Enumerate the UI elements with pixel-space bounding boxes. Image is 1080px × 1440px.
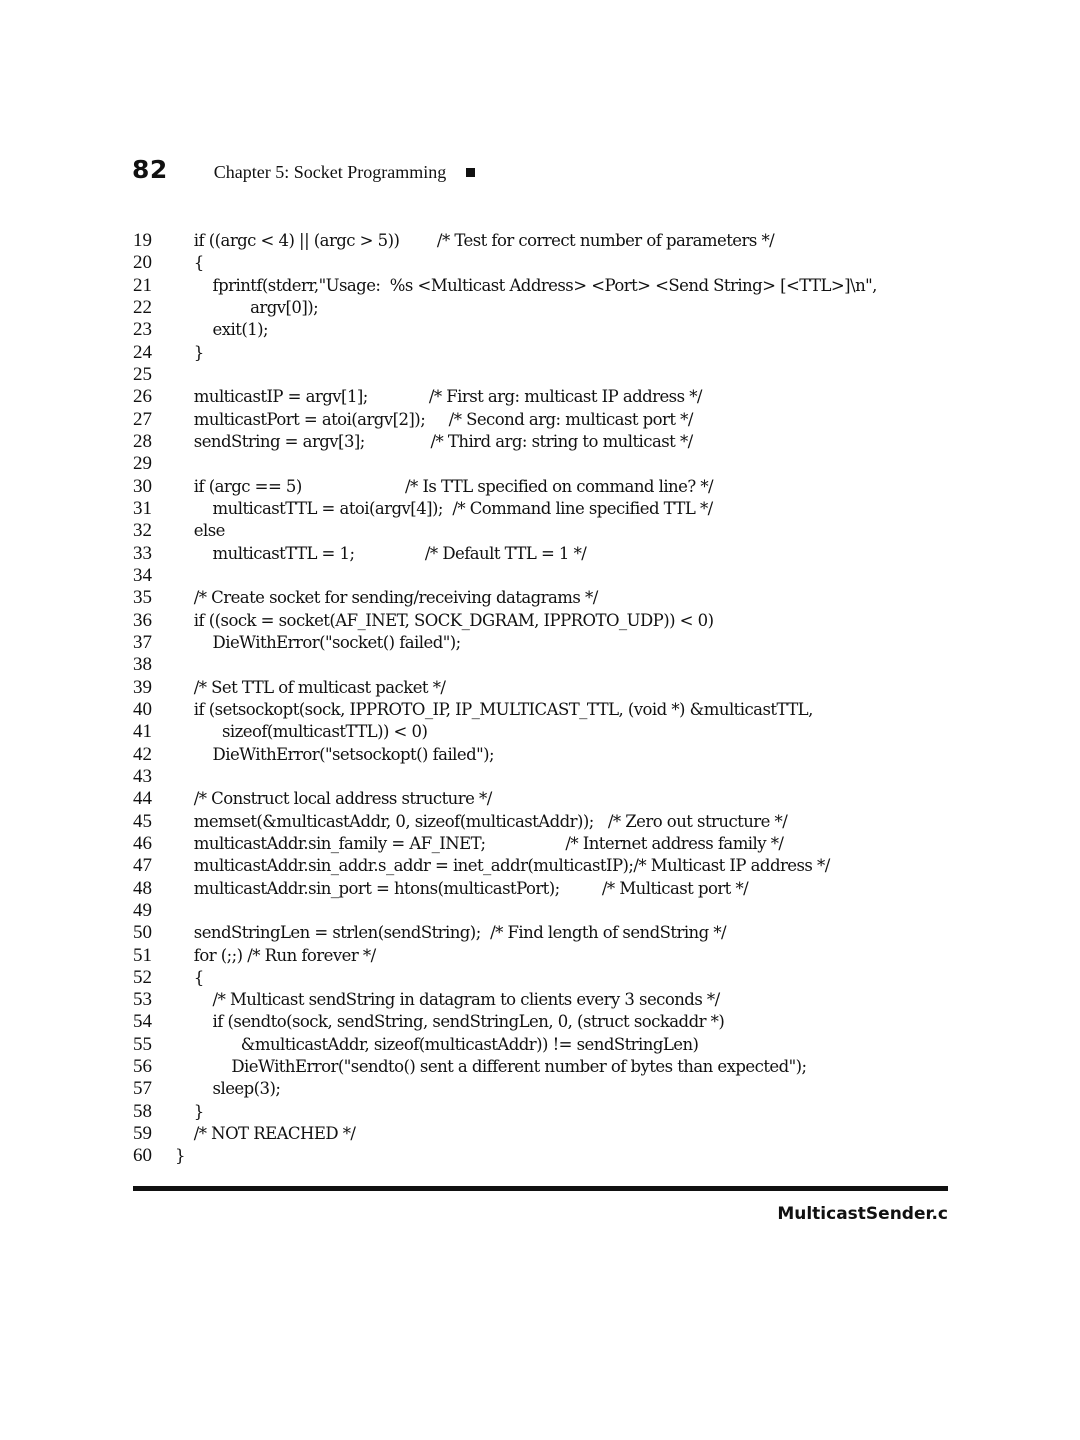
line-number: 24 [133,341,152,363]
line-number: 47 [133,855,152,877]
line-number: 35 [133,587,152,609]
line-number: 25 [133,363,152,385]
code-line [0,252,1080,274]
code-line [0,744,1080,766]
code-text: sendStringLen = strlen(sendString); /* Find length of sendString */ [175,923,727,943]
code-text: fprintf(stderr,"Usage: %s <Multicast Address> <Port> <Send String> [<TTL>]\n", [175,275,877,295]
code-text: exit(1); [175,320,269,340]
line-number: 41 [133,721,152,743]
line-number: 30 [133,475,152,497]
code-text: multicastAddr.sin_family = AF_INET; /* Internet address family */ [175,833,784,853]
code-line [0,699,1080,721]
code-line [0,319,1080,341]
line-number: 20 [133,252,152,274]
code-line [0,1011,1080,1033]
code-text: /* Create socket for sending/receiving datagrams */ [175,588,598,608]
line-number: 26 [133,386,152,408]
code-line [0,610,1080,632]
code-line [0,766,1080,788]
code-line [0,1078,1080,1100]
code-text: DieWithError("sendto() sent a different number of bytes than expected"); [175,1057,807,1077]
code-line [0,967,1080,989]
code-text: multicastAddr.sin_port = htons(multicastPort); /* Multicast port */ [175,878,749,898]
code-text: argv[0]); [175,297,319,317]
line-number: 56 [133,1056,152,1078]
code-line [0,476,1080,498]
code-text: if (argc == 5) /* Is TTL specified on command line? */ [175,476,714,496]
code-text: if (setsockopt(sock, IPPROTO_IP, IP_MULTICAST_TTL, (void *) &multicastTTL, [175,699,813,719]
code-line [0,811,1080,833]
code-line [0,833,1080,855]
code-text: multicastIP = argv[1]; /* First arg: multicast IP address */ [175,387,702,407]
code-line [0,922,1080,944]
line-number: 51 [133,944,152,966]
line-number: 45 [133,810,152,832]
line-number: 38 [133,654,152,676]
line-number: 27 [133,408,152,430]
line-number: 49 [133,899,152,921]
line-number: 42 [133,743,152,765]
code-text: /* Construct local address structure */ [175,789,492,809]
code-text: multicastAddr.sin_addr.s_addr = inet_addr(multicastIP);/* Multicast IP address */ [175,856,830,876]
code-text: /* NOT REACHED */ [175,1124,356,1144]
code-text: } [175,1101,204,1121]
line-number: 29 [133,453,152,475]
code-text: if ((sock = socket(AF_INET, SOCK_DGRAM, IPPROTO_UDP)) < 0) [175,610,714,630]
chapter-title: Chapter 5: Socket Programming [213,162,447,182]
code-line [0,1056,1080,1078]
code-line [0,1145,1080,1167]
line-number: 36 [133,609,152,631]
square-bullet-icon [466,168,475,177]
line-number: 57 [133,1078,152,1100]
line-number: 54 [133,1011,152,1033]
code-text: } [175,1146,185,1166]
file-name-caption: MulticastSender.c [777,1204,948,1224]
code-line [0,342,1080,364]
code-line [0,520,1080,542]
code-line [0,900,1080,922]
code-text: memset(&multicastAddr, 0, sizeof(multicastAddr)); /* Zero out structure */ [175,811,788,831]
code-line [0,565,1080,587]
line-number: 48 [133,877,152,899]
line-number: 22 [133,296,152,318]
code-line [0,498,1080,520]
code-line [0,386,1080,408]
code-line [0,587,1080,609]
line-number: 21 [133,274,152,296]
line-number: 23 [133,319,152,341]
page-number: 82 [132,155,168,184]
code-line [0,654,1080,676]
code-line [0,297,1080,319]
code-line [0,788,1080,810]
code-line [0,1123,1080,1145]
line-number: 52 [133,966,152,988]
code-line [0,945,1080,967]
code-text: for (;;) /* Run forever */ [175,945,376,965]
code-text: &multicastAddr, sizeof(multicastAddr)) != sendStringLen) [175,1034,699,1054]
page-header [132,155,475,189]
line-number: 50 [133,922,152,944]
line-number: 37 [133,631,152,653]
line-number: 58 [133,1100,152,1122]
code-text: /* Multicast sendString in datagram to clients every 3 seconds */ [175,990,720,1010]
code-line [0,409,1080,431]
line-number: 53 [133,989,152,1011]
line-number: 46 [133,832,152,854]
code-line [0,878,1080,900]
code-text: } [175,342,204,362]
line-number: 32 [133,520,152,542]
code-line [0,364,1080,386]
code-text: if ((argc < 4) || (argc > 5)) /* Test for correct number of parameters */ [175,231,775,250]
code-text: if (sendto(sock, sendString, sendStringLen, 0, (struct sockaddr *) [175,1012,725,1032]
code-text: sleep(3); [175,1079,281,1099]
line-number: 55 [133,1033,152,1055]
line-number: 28 [133,430,152,452]
code-line [0,453,1080,475]
line-number: 43 [133,765,152,787]
code-text: else [175,521,225,541]
code-listing [0,230,1080,1168]
code-text: /* Set TTL of multicast packet */ [175,677,446,697]
code-line [0,721,1080,743]
line-number: 44 [133,788,152,810]
code-text: sendString = argv[3]; /* Third arg: string to multicast */ [175,431,693,451]
code-line [0,1101,1080,1123]
code-line [0,677,1080,699]
line-number: 31 [133,497,152,519]
line-number: 33 [133,542,152,564]
code-line [0,855,1080,877]
code-line [0,275,1080,297]
code-line [0,1034,1080,1056]
code-text: multicastTTL = 1; /* Default TTL = 1 */ [175,543,587,563]
code-line [0,230,1080,252]
code-line [0,431,1080,453]
code-text: sizeof(multicastTTL)) < 0) [175,722,428,742]
code-line [0,632,1080,654]
line-number: 40 [133,698,152,720]
line-number: 39 [133,676,152,698]
code-text: { [175,967,204,987]
line-number: 34 [133,564,152,586]
code-line [0,989,1080,1011]
code-line [0,543,1080,565]
line-number: 60 [133,1145,152,1167]
line-number: 59 [133,1123,152,1145]
code-text: DieWithError("socket() failed"); [175,632,461,652]
code-text: multicastPort = atoi(argv[2]); /* Second arg: multicast port */ [175,409,693,429]
footer-rule [133,1186,948,1191]
line-number: 19 [133,230,152,251]
code-text: multicastTTL = atoi(argv[4]); /* Command line specified TTL */ [175,498,713,518]
code-text: DieWithError("setsockopt() failed"); [175,744,495,764]
code-text: { [175,253,204,273]
